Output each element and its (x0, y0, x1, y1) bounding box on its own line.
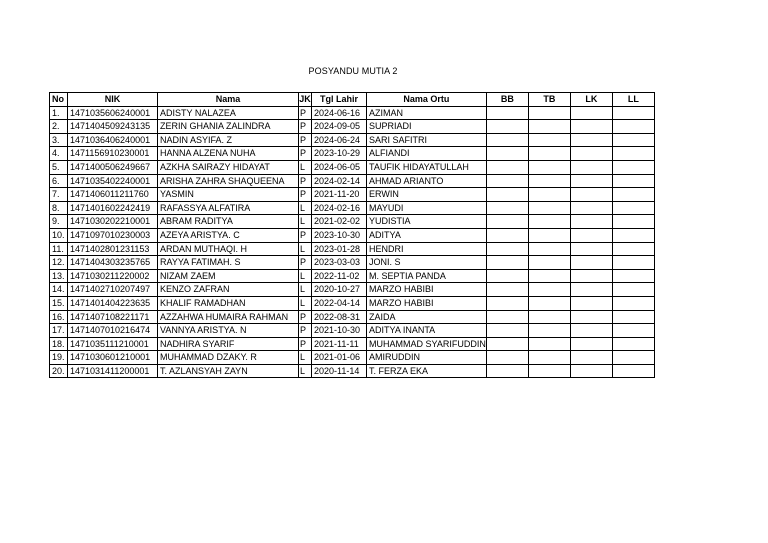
cell-lk (570, 215, 612, 229)
cell-jk: P (299, 228, 312, 242)
cell-nama: AZKHA SAIRAZY HIDAYAT (158, 160, 299, 174)
col-header-bb: BB (486, 93, 528, 107)
cell-tb (528, 174, 570, 188)
cell-lk (570, 133, 612, 147)
cell-tgl-lahir: 2023-10-30 (312, 228, 367, 242)
cell-bb (486, 269, 528, 283)
cell-nama: NIZAM ZAEM (158, 269, 299, 283)
cell-ll (612, 310, 654, 324)
cell-nik: 1471402801231153 (68, 242, 158, 256)
cell-bb (486, 324, 528, 338)
cell-nama-ortu: ZAIDA (367, 310, 487, 324)
table-row (50, 256, 655, 270)
header-row (50, 93, 655, 107)
cell-nik: 1471400506249667 (68, 160, 158, 174)
cell-ll (612, 296, 654, 310)
cell-no: 2. (50, 120, 68, 134)
cell-ll (612, 364, 654, 378)
col-header-lk: LK (570, 93, 612, 107)
cell-nama-ortu: SUPRIADI (367, 120, 487, 134)
cell-nama-ortu: TAUFIK HIDAYATULLAH (367, 160, 487, 174)
cell-ll (612, 160, 654, 174)
table-body (50, 106, 655, 378)
cell-nama-ortu: SARI SAFITRI (367, 133, 487, 147)
cell-nama: RAYYA FATIMAH. S (158, 256, 299, 270)
cell-bb (486, 337, 528, 351)
cell-lk (570, 310, 612, 324)
cell-nik: 1471407010216474 (68, 324, 158, 338)
cell-nik: 1471035402240001 (68, 174, 158, 188)
table-row (50, 269, 655, 283)
cell-lk (570, 106, 612, 120)
table-row (50, 160, 655, 174)
cell-bb (486, 364, 528, 378)
cell-no: 9. (50, 215, 68, 229)
cell-nik: 1471407108221171 (68, 310, 158, 324)
cell-nama: ADISTY NALAZEA (158, 106, 299, 120)
cell-nik: 1471035111210001 (68, 337, 158, 351)
cell-bb (486, 215, 528, 229)
table-row (50, 106, 655, 120)
cell-nama: KHALIF RAMADHAN (158, 296, 299, 310)
col-header-jk: JK (299, 93, 312, 107)
cell-tb (528, 120, 570, 134)
cell-bb (486, 310, 528, 324)
cell-bb (486, 133, 528, 147)
cell-lk (570, 324, 612, 338)
cell-tb (528, 337, 570, 351)
cell-ll (612, 215, 654, 229)
table-row (50, 188, 655, 202)
cell-no: 3. (50, 133, 68, 147)
cell-no: 10. (50, 228, 68, 242)
cell-tb (528, 269, 570, 283)
cell-tgl-lahir: 2023-03-03 (312, 256, 367, 270)
cell-nik: 1471401602242419 (68, 201, 158, 215)
col-header-nama-ortu: Nama Ortu (367, 93, 487, 107)
cell-jk: P (299, 120, 312, 134)
cell-no: 12. (50, 256, 68, 270)
cell-tb (528, 160, 570, 174)
cell-bb (486, 147, 528, 161)
cell-jk: L (299, 160, 312, 174)
data-table (49, 92, 655, 378)
cell-tb (528, 283, 570, 297)
cell-tgl-lahir: 2023-10-29 (312, 147, 367, 161)
cell-no: 19. (50, 351, 68, 365)
table-row (50, 283, 655, 297)
cell-tb (528, 256, 570, 270)
cell-tgl-lahir: 2024-06-24 (312, 133, 367, 147)
cell-nama: ARISHA ZAHRA SHAQUEENA (158, 174, 299, 188)
table-row (50, 310, 655, 324)
cell-tgl-lahir: 2022-11-02 (312, 269, 367, 283)
cell-jk: P (299, 106, 312, 120)
cell-lk (570, 228, 612, 242)
cell-lk (570, 242, 612, 256)
cell-ll (612, 201, 654, 215)
table-row (50, 215, 655, 229)
table-row (50, 120, 655, 134)
cell-no: 5. (50, 160, 68, 174)
cell-ll (612, 256, 654, 270)
cell-tgl-lahir: 2021-11-11 (312, 337, 367, 351)
cell-jk: P (299, 337, 312, 351)
cell-nik: 1471406011211760 (68, 188, 158, 202)
cell-tb (528, 133, 570, 147)
cell-nama: VANNYA ARISTYA. N (158, 324, 299, 338)
cell-lk (570, 351, 612, 365)
cell-ll (612, 228, 654, 242)
cell-tb (528, 324, 570, 338)
cell-bb (486, 351, 528, 365)
cell-no: 13. (50, 269, 68, 283)
cell-jk: L (299, 242, 312, 256)
cell-jk: L (299, 296, 312, 310)
cell-nama: ARDAN MUTHAQI. H (158, 242, 299, 256)
cell-no: 8. (50, 201, 68, 215)
col-header-ll: LL (612, 93, 654, 107)
cell-jk: L (299, 364, 312, 378)
cell-nama-ortu: HENDRI (367, 242, 487, 256)
cell-nik: 1471036406240001 (68, 133, 158, 147)
cell-jk: L (299, 269, 312, 283)
cell-bb (486, 296, 528, 310)
cell-bb (486, 188, 528, 202)
table-row (50, 174, 655, 188)
table-row (50, 296, 655, 310)
cell-tb (528, 106, 570, 120)
cell-tb (528, 351, 570, 365)
cell-nama: NADIN ASYIFA. Z (158, 133, 299, 147)
cell-ll (612, 351, 654, 365)
cell-nama: HANNA ALZENA NUHA (158, 147, 299, 161)
cell-tgl-lahir: 2020-10-27 (312, 283, 367, 297)
cell-tgl-lahir: 2024-02-16 (312, 201, 367, 215)
cell-nama-ortu: ADITYA (367, 228, 487, 242)
col-header-tgl-lahir: Tgl Lahir (312, 93, 367, 107)
cell-nama-ortu: ERWIN (367, 188, 487, 202)
cell-tb (528, 296, 570, 310)
cell-tgl-lahir: 2024-02-14 (312, 174, 367, 188)
table-row (50, 133, 655, 147)
cell-nama-ortu: MUHAMMAD SYARIFUDDIN (367, 337, 487, 351)
cell-no: 17. (50, 324, 68, 338)
cell-no: 18. (50, 337, 68, 351)
cell-jk: P (299, 324, 312, 338)
cell-nik: 1471404303235765 (68, 256, 158, 270)
table-row (50, 147, 655, 161)
cell-bb (486, 228, 528, 242)
cell-tgl-lahir: 2024-09-05 (312, 120, 367, 134)
cell-nama-ortu: ADITYA INANTA (367, 324, 487, 338)
cell-jk: L (299, 215, 312, 229)
cell-bb (486, 106, 528, 120)
cell-nik: 1471404509243135 (68, 120, 158, 134)
cell-nik: 1471031411200001 (68, 364, 158, 378)
col-header-no: No (50, 93, 68, 107)
cell-tgl-lahir: 2023-01-28 (312, 242, 367, 256)
cell-no: 20. (50, 364, 68, 378)
cell-nama-ortu: MAYUDI (367, 201, 487, 215)
cell-tgl-lahir: 2020-11-14 (312, 364, 367, 378)
cell-jk: L (299, 201, 312, 215)
cell-nama: MUHAMMAD DZAKY. R (158, 351, 299, 365)
cell-bb (486, 174, 528, 188)
cell-nama-ortu: MARZO HABIBI (367, 296, 487, 310)
cell-ll (612, 283, 654, 297)
cell-tb (528, 242, 570, 256)
table-row (50, 351, 655, 365)
cell-no: 6. (50, 174, 68, 188)
cell-ll (612, 269, 654, 283)
cell-nama-ortu: MARZO HABIBI (367, 283, 487, 297)
cell-tb (528, 147, 570, 161)
cell-nama-ortu: T. FERZA EKA (367, 364, 487, 378)
cell-ll (612, 133, 654, 147)
cell-tb (528, 201, 570, 215)
cell-jk: P (299, 310, 312, 324)
document-title: POSYANDU MUTIA 2 (308, 66, 398, 76)
cell-no: 1. (50, 106, 68, 120)
cell-lk (570, 188, 612, 202)
cell-lk (570, 256, 612, 270)
cell-jk: P (299, 147, 312, 161)
cell-nik: 1471030211220002 (68, 269, 158, 283)
cell-tb (528, 188, 570, 202)
cell-bb (486, 242, 528, 256)
cell-tb (528, 228, 570, 242)
cell-no: 15. (50, 296, 68, 310)
cell-tb (528, 310, 570, 324)
cell-nama: RAFASSYA ALFATIRA (158, 201, 299, 215)
cell-nama-ortu: JONI. S (367, 256, 487, 270)
cell-no: 16. (50, 310, 68, 324)
cell-ll (612, 174, 654, 188)
cell-nik: 1471401404223635 (68, 296, 158, 310)
cell-nama: ABRAM RADITYA (158, 215, 299, 229)
cell-nama-ortu: M. SEPTIA PANDA (367, 269, 487, 283)
cell-ll (612, 337, 654, 351)
cell-jk: L (299, 283, 312, 297)
cell-lk (570, 364, 612, 378)
cell-lk (570, 160, 612, 174)
cell-no: 14. (50, 283, 68, 297)
table-row (50, 228, 655, 242)
col-header-tb: TB (528, 93, 570, 107)
cell-nama: T. AZLANSYAH ZAYN (158, 364, 299, 378)
cell-lk (570, 120, 612, 134)
cell-jk: L (299, 351, 312, 365)
cell-tb (528, 364, 570, 378)
cell-no: 11. (50, 242, 68, 256)
cell-jk: P (299, 188, 312, 202)
cell-tgl-lahir: 2021-11-20 (312, 188, 367, 202)
cell-jk: P (299, 174, 312, 188)
cell-nama-ortu: AZIMAN (367, 106, 487, 120)
cell-no: 4. (50, 147, 68, 161)
cell-ll (612, 147, 654, 161)
cell-nama-ortu: AMIRUDDIN (367, 351, 487, 365)
cell-nama-ortu: ALFIANDI (367, 147, 487, 161)
cell-bb (486, 120, 528, 134)
cell-ll (612, 188, 654, 202)
cell-nama: ZERIN GHANIA ZALINDRA (158, 120, 299, 134)
cell-nik: 1471030601210001 (68, 351, 158, 365)
cell-ll (612, 242, 654, 256)
table-row (50, 324, 655, 338)
col-header-nama: Nama (158, 93, 299, 107)
cell-bb (486, 160, 528, 174)
table-row (50, 201, 655, 215)
cell-tgl-lahir: 2024-06-16 (312, 106, 367, 120)
cell-tgl-lahir: 2022-08-31 (312, 310, 367, 324)
cell-lk (570, 147, 612, 161)
cell-nama-ortu: YUDISTIA (367, 215, 487, 229)
cell-tgl-lahir: 2021-02-02 (312, 215, 367, 229)
cell-tgl-lahir: 2022-04-14 (312, 296, 367, 310)
cell-nik: 1471030202210001 (68, 215, 158, 229)
cell-lk (570, 337, 612, 351)
cell-ll (612, 120, 654, 134)
table-row (50, 364, 655, 378)
table-row (50, 337, 655, 351)
cell-nik: 1471097010230003 (68, 228, 158, 242)
cell-ll (612, 106, 654, 120)
cell-jk: P (299, 133, 312, 147)
cell-tgl-lahir: 2021-01-06 (312, 351, 367, 365)
cell-jk: P (299, 256, 312, 270)
cell-nama: AZZAHWA HUMAIRA RAHMAN (158, 310, 299, 324)
cell-nama: NADHIRA SYARIF (158, 337, 299, 351)
cell-nama: KENZO ZAFRAN (158, 283, 299, 297)
cell-lk (570, 283, 612, 297)
cell-bb (486, 256, 528, 270)
cell-nama: AZEYA ARISTYA. C (158, 228, 299, 242)
cell-nik: 1471035606240001 (68, 106, 158, 120)
cell-tgl-lahir: 2021-10-30 (312, 324, 367, 338)
cell-tb (528, 215, 570, 229)
cell-nama-ortu: AHMAD ARIANTO (367, 174, 487, 188)
cell-lk (570, 296, 612, 310)
cell-lk (570, 269, 612, 283)
cell-nama: YASMIN (158, 188, 299, 202)
cell-bb (486, 201, 528, 215)
cell-tgl-lahir: 2024-06-05 (312, 160, 367, 174)
cell-no: 7. (50, 188, 68, 202)
cell-lk (570, 174, 612, 188)
cell-ll (612, 324, 654, 338)
cell-lk (570, 201, 612, 215)
col-header-nik: NIK (68, 93, 158, 107)
cell-nik: 1471156910230001 (68, 147, 158, 161)
table-row (50, 242, 655, 256)
cell-nik: 1471402710207497 (68, 283, 158, 297)
cell-bb (486, 283, 528, 297)
